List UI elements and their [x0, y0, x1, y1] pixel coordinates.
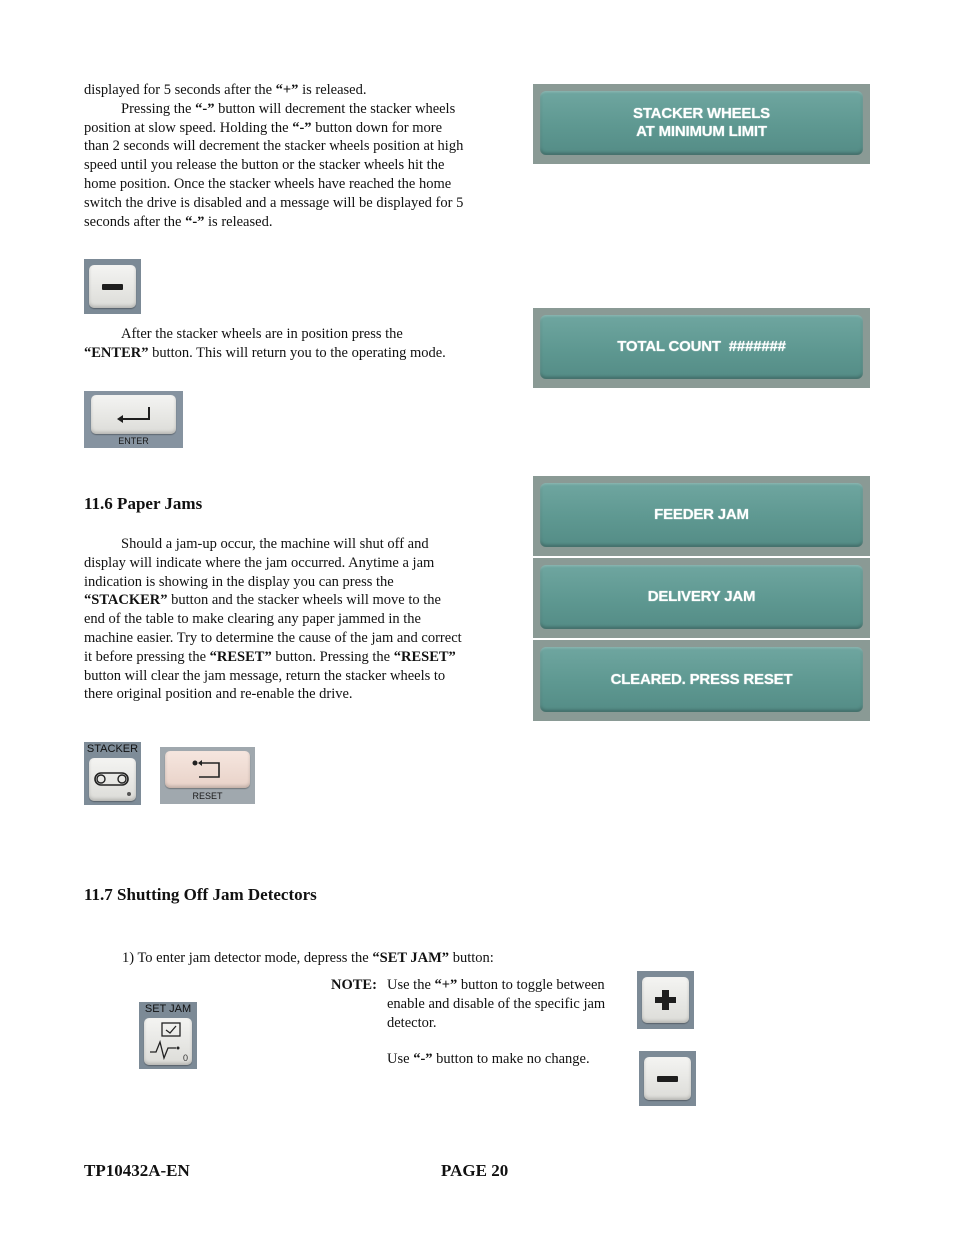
conveyor-icon — [89, 758, 136, 801]
note-label-text: NOTE: — [331, 977, 377, 993]
plus-key-icon — [637, 971, 694, 1029]
text: button. Pressing the — [275, 648, 391, 665]
text: Use the — [387, 977, 431, 993]
reset-arrow-icon — [165, 751, 250, 788]
text: button will clear the jam message, return the stacker wheels to there original position and re-enable the drive. — [84, 667, 446, 703]
page-number: PAGE 20 — [441, 1161, 509, 1180]
lcd-line-2: AT MINIMUM LIMIT — [636, 123, 767, 140]
plus-key-ref: “+” — [275, 82, 299, 98]
text: button. This will return you to the operating mode. — [152, 344, 446, 361]
reset-key-ref: “RESET” — [209, 648, 272, 665]
enter-arrow-icon — [91, 395, 176, 434]
lcd-text: FEEDER JAM — [654, 506, 749, 523]
section-heading-paper-jams: 11.6 Paper Jams — [84, 494, 203, 513]
lcd-text: CLEARED. PRESS RESET — [610, 670, 793, 688]
lcd-display-stacker-limit — [533, 84, 870, 164]
text: 1) To enter jam detector mode, depress the — [122, 950, 369, 966]
reset-key-icon — [160, 747, 255, 804]
lcd-display-total-count — [533, 308, 870, 388]
text: displayed for 5 seconds after the — [84, 82, 273, 98]
paragraph-line — [84, 81, 464, 100]
text: button will decrement the stacker wheels position at slow speed. Holding the — [84, 100, 456, 136]
set-jam-key-ref: “SET JAM” — [372, 950, 450, 966]
note-text-plus — [387, 976, 627, 1032]
minus-key-ref: “-” — [185, 213, 205, 230]
stacker-key-icon — [84, 742, 141, 805]
text: After the stacker wheels are in position press the — [121, 326, 403, 342]
minus-button-paragraph — [84, 100, 464, 232]
minus-key-icon — [639, 1051, 696, 1106]
paper-jams-paragraph — [84, 535, 464, 704]
text: is released. — [302, 82, 367, 98]
text: Should a jam-up occur, the machine will shut off and display will indicate where the jam occurred. Anytime a jam indication is showing in the display you can press the — [84, 536, 435, 590]
lcd-text: TOTAL COUNT ####### — [617, 338, 786, 355]
minus-key-ref: “-” — [195, 100, 215, 117]
set-jam-key-caption: SET JAM — [144, 1003, 192, 1015]
enter-paragraph — [84, 325, 464, 363]
lcd-line-1: STACKER WHEELS — [633, 105, 770, 122]
enter-key-icon — [84, 391, 183, 448]
section-heading-jam-detectors: 11.7 Shutting Off Jam Detectors — [84, 885, 317, 904]
enter-key-ref: “ENTER” — [84, 344, 149, 361]
text: button: — [452, 950, 494, 966]
lcd-display-delivery-jam — [533, 558, 870, 638]
minus-key-ref: “-” — [292, 119, 312, 136]
enter-key-caption: ENTER — [118, 436, 149, 446]
note-label — [331, 976, 377, 995]
text: button and the stacker wheels will move to the end of the table to make clearing any paper jammed in the machine easier. Try to determine the cause of the jam and correct it before pressing the — [84, 592, 462, 665]
set-jam-zero-label: 0 — [182, 1053, 188, 1063]
stacker-key-caption: STACKER — [86, 743, 139, 755]
step-1 — [122, 949, 622, 968]
text: is released. — [208, 213, 273, 230]
document-id: TP10432A-EN — [84, 1161, 190, 1180]
text: button to toggle between enable and disable of the specific jam detector. — [387, 977, 606, 1031]
text: Use — [387, 1051, 410, 1067]
lcd-text: DELIVERY JAM — [647, 588, 756, 605]
stacker-key-ref: “STACKER” — [84, 592, 168, 609]
intro-paragraph — [84, 81, 464, 231]
lcd-display-feeder-jam — [533, 476, 870, 556]
text: button down for more than 2 seconds will decrement the stacker wheels position at high speed until you release the button or the stacker wheels hit the home position. Once the stacker wheels have reached the home switch the drive is disabled and a message will be displayed for 5 seconds after the — [84, 119, 464, 230]
lcd-display-cleared — [533, 640, 870, 721]
minus-icon — [102, 284, 123, 290]
text: button to make no change. — [436, 1051, 590, 1067]
minus-key-ref: “-” — [413, 1051, 433, 1067]
minus-key-icon — [84, 259, 141, 314]
minus-icon — [657, 1076, 678, 1082]
note-text-minus — [387, 1050, 627, 1069]
reset-key-ref: “RESET” — [393, 648, 456, 665]
plus-icon-vertical — [662, 990, 669, 1010]
set-jam-key-icon — [139, 1002, 197, 1069]
reset-key-caption: RESET — [192, 791, 223, 801]
text: Pressing the — [121, 100, 192, 117]
plus-key-ref: “+” — [434, 977, 458, 993]
